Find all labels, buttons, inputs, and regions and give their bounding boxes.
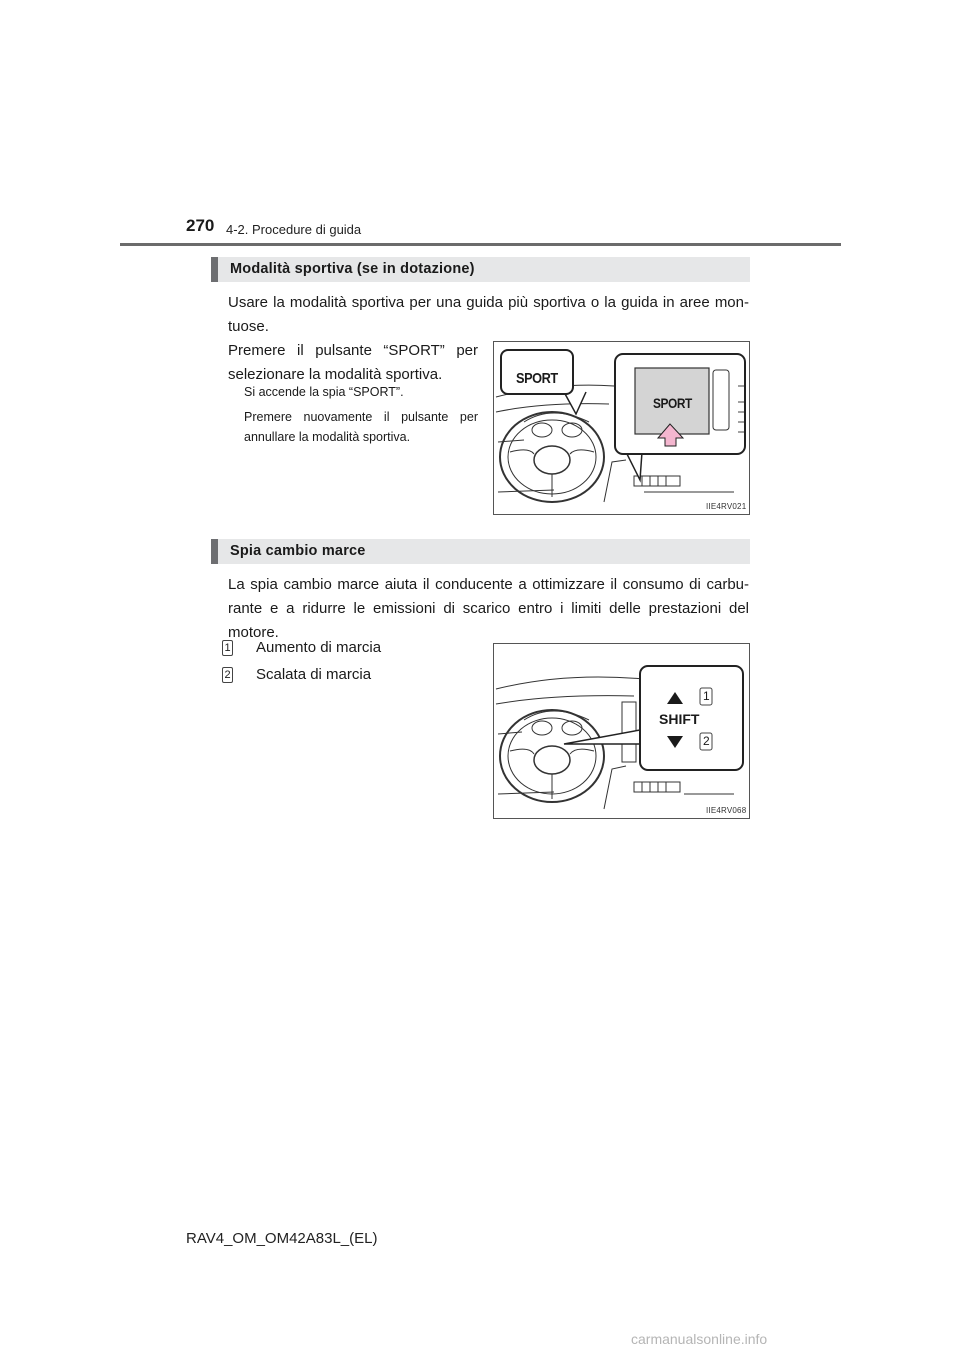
sport-mode-note-1: Si accende la spia “SPORT”. [244,385,404,399]
dashboard-illustration [494,342,749,514]
marker-2: 2 [703,734,710,748]
shift-label: SHIFT [659,711,700,727]
marker-1: 1 [703,689,710,703]
page-number: 270 [186,216,215,235]
sport-callout-label: SPORT [516,370,558,387]
section-title: Modalità sportiva (se in dotazione) [230,261,475,277]
sport-mode-note-2: Premere nuovamente il pulsante per annullare la modalità sportiva. [244,410,478,444]
sport-button-figure [493,341,750,515]
list-number-badge: 1 [222,640,233,656]
manual-code: RAV4_OM_OM42A83L_(EL) [186,1230,378,1247]
list-item-downshift: Scalata di marcia [256,666,372,683]
figure-code: IIE4RV021 [706,502,747,511]
list-number-badge: 2 [222,667,233,683]
shift-indicator-figure [493,643,750,819]
section-header-sport-mode [211,257,750,282]
header-divider [120,243,841,246]
sport-mode-intro: Usare la modalità sportiva per una guida più sportiva o la guida in aree mon- tuose. [228,294,749,335]
sport-button-label: SPORT [653,395,692,411]
section-header-shift-indicator [211,539,750,564]
section-title: Spia cambio marce [230,543,366,559]
list-item-upshift: Aumento di marcia [256,639,382,656]
figure-code: IIE4RV068 [706,806,747,815]
section-reference: 4-2. Procedure di guida [226,222,362,237]
dashboard-illustration [494,644,749,818]
watermark: carmanualsonline.info [631,1331,768,1347]
shift-indicator-intro: La spia cambio marce aiuta il conducente a ottimizzare il consumo di carbu- rante e a ridurre le emissioni di scarico entro i limiti delle prestazioni del motore. [228,576,749,641]
sport-mode-instruction: Premere il pulsante “SPORT” per selezionare la modalità sportiva. [228,342,478,383]
